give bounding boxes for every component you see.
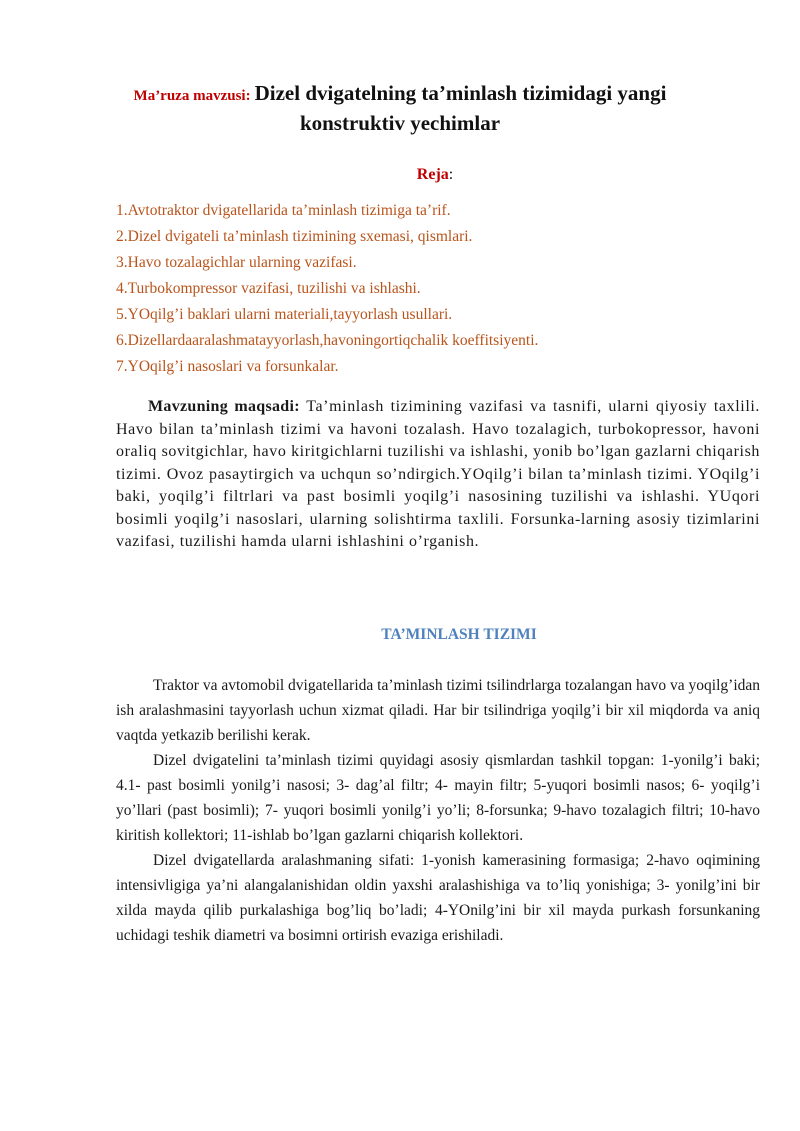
- plan-item: 5.YOqilg’i baklari ularni materiali,tayyorlash usullari.: [116, 306, 453, 323]
- plan-item: 2.Dizel dvigateli ta’minlash tizimining sxemasi, qismlari.: [116, 228, 473, 245]
- goal-text: Ta’minlash tizimining vazifasi va tasnifi, ularni qiyosiy taxlili. Havo bilan ta’minlash tizimi va havoni tozalash. Havo tozalagich, turbokopressor, havoni oraliq sovitgichlar, havo kiritgichlarni tuzilishi va ishlashi, yonib bo’lgan gazlarni chiqarish tizimi. Ovoz pasaytirgich va uchqun so’ndirgich.YOqilg’i bilan ta’minlash tizimi. YOqilg’i baki, yoqilg’i filtrlari va past bosimli yoqilg’i nasosining tuzilishi va ishlashi. YUqori bosimli yoqilg’i nasoslari, ularning solishtirma taxlili. Forsunka-larning asosiy tizimlarini vazifasi, tuzilishi hamda ularni ishlashini o’rganish.: [116, 398, 761, 550]
- goal-paragraph: [116, 396, 760, 554]
- goal-lead: Mavzuning maqsadi:: [148, 398, 300, 415]
- plan-heading: [0, 166, 800, 184]
- plan-heading-text: Reja: [416, 166, 449, 183]
- body-paragraph: Dizel dvigatellarda aralashmaning sifati: 1-yonish kamerasining formasiga; 2-havo oqimining intensivligiga ya’ni alangalanishidan oldin yaxshi aralashishiga va to’liq yonishiga; 3- yonilg’ini bir xilda mayda qilib purkalashiga bog’liq bo’ladi; 4-YOnilg’ini bir xil mayda purkash forsunkaning uchidagi teshik diametri va bosimni ortirish evaziga erishiladi.: [116, 852, 760, 944]
- lecture-title: [100, 78, 700, 138]
- plan-list: [116, 198, 538, 380]
- body-paragraph: Traktor va avtomobil dvigatellarida ta’minlash tizimi tsilindrlarga tozalangan havo va yoqilg’idan ish aralashmasini tayyorlash uchun xizmat qiladi. Har bir tsilindriga yoqilg’i bir xil miqdorda va aniq vaqtda yetkazib berilishi kerak.: [116, 677, 760, 744]
- title-main: Dizel dvigatelning ta’minlash tizimidagi yangi konstruktiv yechimlar: [254, 81, 667, 135]
- body-paragraph: Dizel dvigatelini ta’minlash tizimi quyidagi asosiy qismlardan tashkil topgan: 1-yonilg’i baki; 4.1- past bosimli yonilg’i nasosi; 3- dag’al filtr; 4- mayin filtr; 5-yuqori bosimli nasos; 6- yoqilg’i yo’llari (past bosimli); 7- yuqori bosimli yonilg’i yo’li; 8-forsunka; 9-havo tozalagich filtri; 10-havo kiritish kollektori; 11-ishlab bo’lgan gazlarni chiqarish kollektori.: [116, 752, 760, 844]
- plan-item: 3.Havo tozalagichlar ularning vazifasi.: [116, 254, 357, 271]
- plan-heading-colon: :: [448, 166, 454, 183]
- plan-item: 4.Turbokompressor vazifasi, tuzilishi va ishlashi.: [116, 280, 421, 297]
- plan-item: 1.Avtotraktor dvigatellarida ta’minlash tizimiga ta’rif.: [116, 202, 451, 219]
- plan-item: 7.YOqilg’i nasoslari va forsunkalar.: [116, 358, 339, 375]
- section-title: TA’MINLASH TIZIMI: [381, 626, 537, 643]
- title-label: Ma’ruza mavzusi:: [133, 88, 251, 104]
- plan-item: 6.Dizellardaaralashmatayyorlash,havoningortiqchalik koeffitsiyenti.: [116, 332, 539, 349]
- section-body: [116, 673, 760, 948]
